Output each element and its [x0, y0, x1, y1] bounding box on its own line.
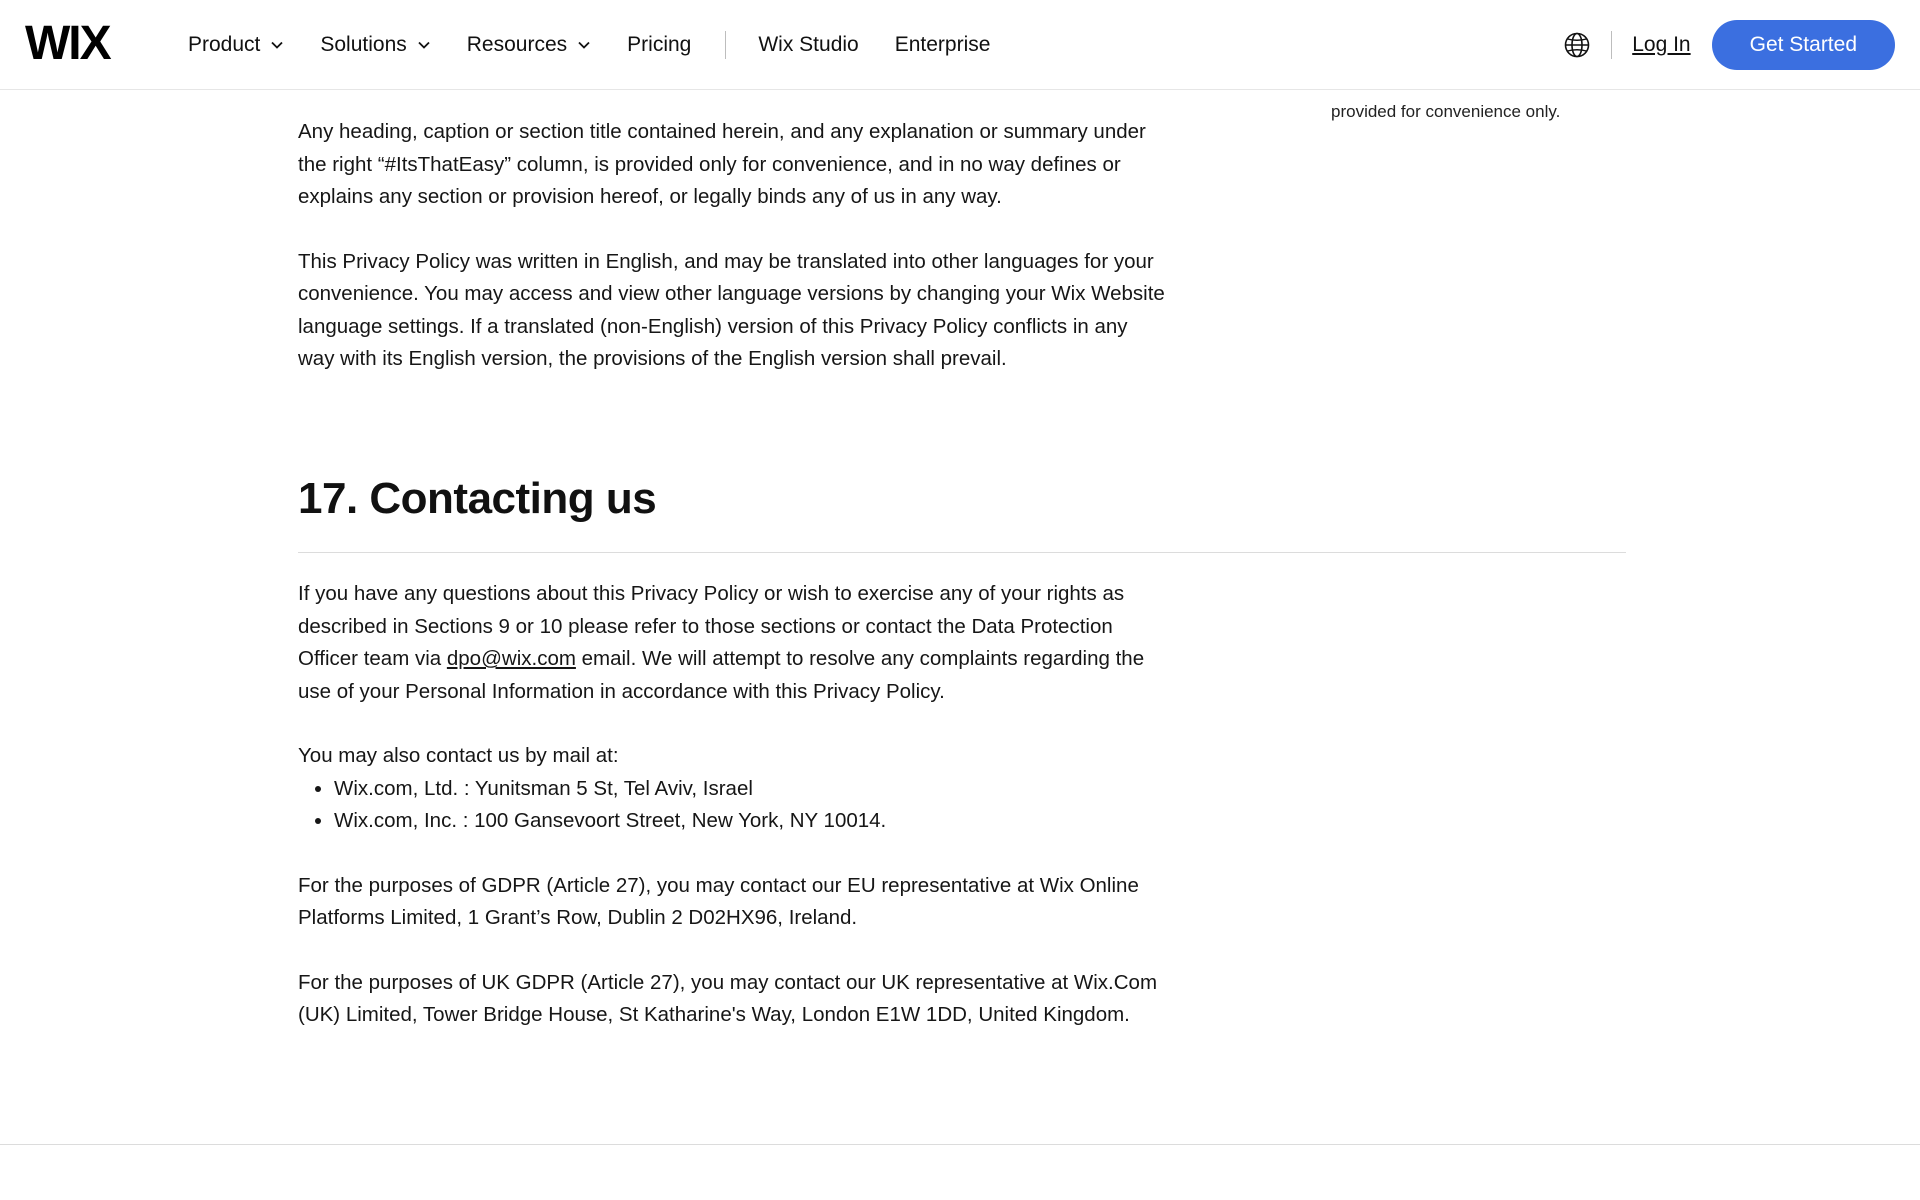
nav-solutions[interactable] [320, 33, 430, 57]
list-item: • Wix.com, Inc. : 100 Gansevoort Street, New York, NY 10014. [334, 805, 1178, 838]
nav-pricing-label: Pricing [627, 33, 692, 56]
nav-product-label: Product [188, 33, 261, 56]
nav-divider [725, 31, 726, 59]
chevron-down-icon [270, 38, 284, 52]
policy-content [298, 116, 1168, 376]
paragraph-uk-gdpr: For the purposes of UK GDPR (Article 27), you may contact our UK representative at Wix.Com (UK) Limited, Tower Bridge House, St Katharine's Way, London E1W 1DD, United Kingdom. [298, 970, 1158, 1026]
nav-wix-studio-label: Wix Studio [758, 33, 859, 56]
nav-solutions-label: Solutions [320, 33, 407, 56]
nav-product[interactable] [188, 33, 284, 57]
login-link[interactable]: Log In [1632, 33, 1691, 56]
paragraph-mail-intro: You may also contact us by mail at: [298, 744, 619, 767]
contact-section [298, 578, 1178, 1032]
paragraph-contact-dpo [298, 578, 1178, 708]
nav-enterprise[interactable] [895, 33, 991, 57]
main-nav [188, 0, 1026, 90]
nav-enterprise-label: Enterprise [894, 33, 991, 56]
paragraph-headings-disclaimer: Any heading, caption or section title contained herein, and any explanation or summary under the right “#ItsThatEasy” column, is provided only for convenience, and in no way defines or explains any section or provision hereof, or legally binds any of us in any way. [298, 120, 1146, 208]
globe-icon[interactable] [1563, 31, 1591, 59]
dpo-email-link[interactable]: dpo@wix.com [446, 647, 576, 670]
nav-wix-studio[interactable] [758, 33, 858, 57]
section-divider [298, 552, 1626, 553]
nav-resources-label: Resources [466, 33, 568, 56]
get-started-button[interactable]: Get Started [1712, 20, 1895, 70]
section-title: 17. Contacting us [298, 474, 657, 523]
contact-text: email. We will attempt to resolve any complaints regarding the use of your Personal Information in accordance with this Privacy Policy. [298, 647, 1145, 703]
nav-resources[interactable] [467, 33, 591, 57]
footer-divider [0, 1144, 1920, 1145]
list-item: • Wix.com, Ltd. : Yunitsman 5 St, Tel Aviv, Israel [334, 773, 1178, 806]
nav-pricing[interactable] [627, 33, 691, 57]
sidebar-note-line: provided for convenience only. [1331, 102, 1561, 121]
paragraph-gdpr: For the purposes of GDPR (Article 27), you may contact our EU representative at Wix Online Platforms Limited, 1 Grant’s Row, Dublin 2 D02HX96, Ireland. [298, 873, 1139, 929]
header-tools [1563, 20, 1895, 70]
site-header [0, 0, 1920, 90]
tools-divider [1611, 31, 1612, 59]
chevron-down-icon [417, 38, 431, 52]
wix-logo[interactable]: WIX [25, 17, 110, 70]
paragraph-translation: This Privacy Policy was written in English, and may be translated into other languages for your convenience. You may access and view other language versions by changing your Wix Website language settings. If a translated (non-English) version of this Privacy Policy conflicts in any way with its English version, the provisions of the English version shall prevail. [298, 249, 1165, 370]
chevron-down-icon [577, 38, 591, 52]
address-list [298, 773, 1178, 838]
contact-text: If you have any questions about this Privacy Policy or wish to exercise any of your rights as described in Sections 9 or 10 please refer to those sections or contact the Data Protection Officer team via [298, 582, 1125, 670]
